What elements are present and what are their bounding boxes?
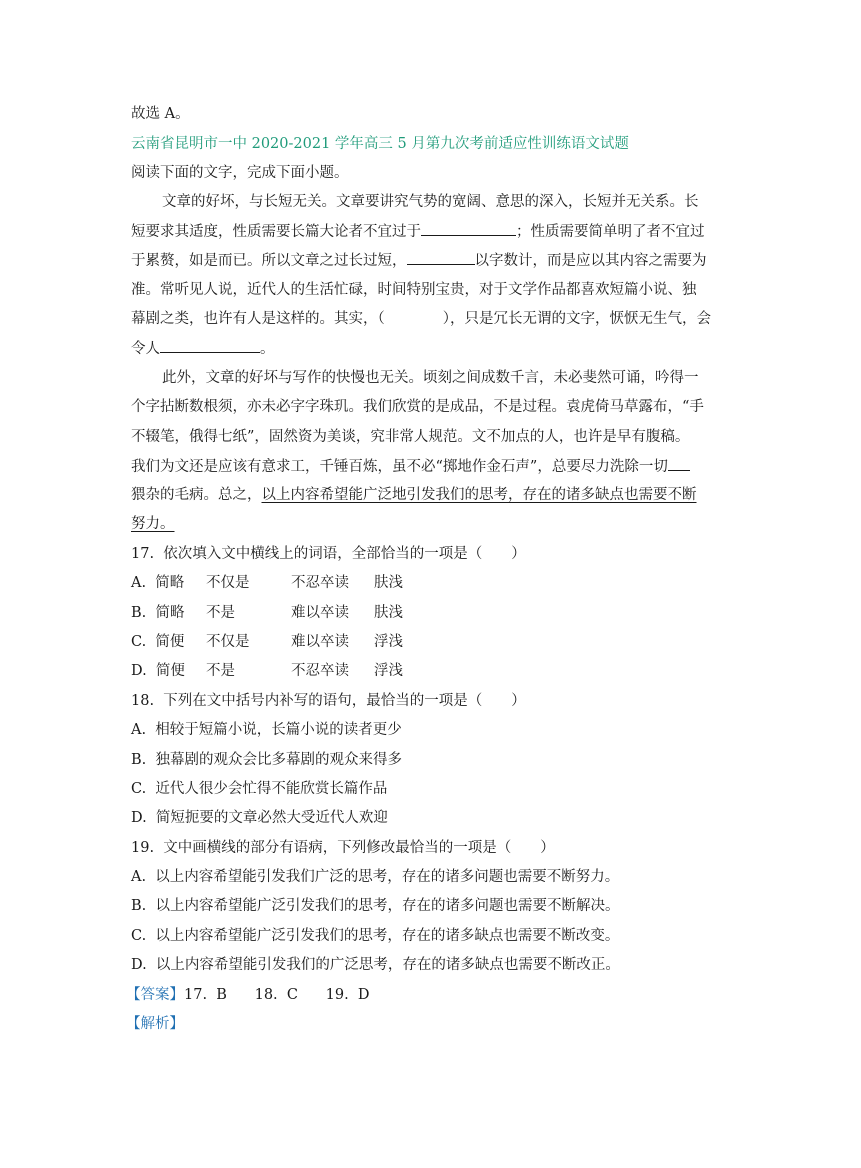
answer-label: 【答案】 bbox=[126, 987, 184, 1003]
passage-text: 令人 bbox=[131, 341, 160, 357]
question-19-option-b[interactable]: B. 以上内容希望能广泛引发我们的思考，存在的诸多问题也需要不断解决。 bbox=[131, 898, 620, 914]
option-key: C. 简便 bbox=[131, 634, 185, 650]
passage-line bbox=[131, 338, 275, 359]
passage-line bbox=[131, 250, 707, 271]
option-key: A. 简略 bbox=[131, 575, 185, 591]
question-17-stem: 17. 依次填入文中横线上的词语，全部恰当的一项是（ ） bbox=[131, 546, 526, 562]
question-18-option-b[interactable]: B. 独幕剧的观众会比多幕剧的观众来得多 bbox=[131, 752, 402, 768]
option-word-1: 不是 bbox=[206, 663, 235, 679]
passage-line: 不辍笔，俄得七纸”，固然资为美谈，究非常人规范。文不加点的人，也许是早有腹稿。 bbox=[131, 429, 690, 445]
question-18-option-c[interactable]: C. 近代人很少会忙得不能欣赏长篇作品 bbox=[131, 781, 388, 797]
passage-line: 文章的好坏，与长短无关。文章要讲究气势的宽阔、意思的深入，长短并无关系。长 bbox=[162, 194, 699, 210]
underlined-sentence-end: 努力。 bbox=[131, 516, 175, 532]
passage-text: 我们为文还是应该有意求工，千锤百炼，虽不必“掷地作金石声”，总要尽力洗除一切 bbox=[131, 459, 668, 475]
passage-line: 幕剧之类，也许有人是这样的。其实，（ ），只是冗长无谓的文字，恹恹无生气，会 bbox=[131, 311, 711, 327]
option-word-2: 难以卒读 bbox=[291, 605, 349, 621]
option-word-3: 浮浅 bbox=[374, 634, 403, 650]
answer-text: 17. B 18. C 19. D bbox=[184, 987, 370, 1003]
option-key: D. 简便 bbox=[131, 663, 185, 679]
question-18-option-d[interactable]: D. 简短扼要的文章必然大受近代人欢迎 bbox=[131, 810, 388, 826]
passage-line: 准。常听见人说，近代人的生活忙碌，时间特别宝贵，对于文学作品都喜欢短篇小说、独 bbox=[131, 282, 697, 298]
option-word-1: 不仅是 bbox=[206, 634, 250, 650]
option-word-2: 不忍卒读 bbox=[291, 575, 349, 591]
passage-text: 以字数计，而是应以其内容之需要为 bbox=[474, 253, 707, 269]
question-19-stem: 19. 文中画横线的部分有语病，下列修改最恰当的一项是（ ） bbox=[131, 840, 555, 856]
question-18-stem: 18. 下列在文中括号内补写的语句，最恰当的一项是（ ） bbox=[131, 693, 526, 709]
question-18-option-a[interactable]: A. 相较于短篇小说，长篇小说的读者更少 bbox=[131, 722, 402, 738]
option-word-2: 不忍卒读 bbox=[291, 663, 349, 679]
passage-line bbox=[131, 221, 705, 242]
option-word-3: 肤浅 bbox=[374, 575, 403, 591]
passage-line: 个字拈断数根须，亦未必字字珠玑。我们欣赏的是成品，不是过程。袁虎倚马草露布，“手 bbox=[131, 399, 704, 415]
fill-blank-4 bbox=[668, 456, 690, 471]
prev-answer-note: 故选 A。 bbox=[131, 106, 190, 122]
passage-line bbox=[131, 456, 690, 477]
underlined-sentence: 以上内容希望能广泛地引发我们的思考，存在的诸多缺点也需要不断 bbox=[261, 487, 697, 503]
reading-instruction: 阅读下面的文字，完成下面小题。 bbox=[131, 165, 349, 181]
question-19-option-c[interactable]: C. 以上内容希望能广泛引发我们的思考，存在的诸多缺点也需要不断改变。 bbox=[131, 928, 620, 944]
option-word-1: 不仅是 bbox=[206, 575, 250, 591]
option-word-3: 肤浅 bbox=[374, 605, 403, 621]
passage-line: 此外，文章的好坏与写作的快慢也无关。顷刻之间成数千言，未必斐然可诵，吟得一 bbox=[162, 370, 699, 386]
passage-text: 短要求其适度，性质需要长篇大论者不宜过于 bbox=[131, 224, 421, 240]
passage-text: 于累赘，如是而已。所以文章之过长过短， bbox=[131, 253, 407, 269]
analysis-label: 【解析】 bbox=[126, 1016, 184, 1032]
fill-blank-2 bbox=[407, 250, 475, 265]
question-19-option-a[interactable]: A. 以上内容希望能引发我们广泛的思考，存在的诸多问题也需要不断努力。 bbox=[131, 869, 620, 885]
exam-title-link[interactable]: 云南省昆明市一中 2020-2021 学年高三 5 月第九次考前适应性训练语文试题 bbox=[131, 136, 629, 152]
answer-row bbox=[126, 985, 370, 1005]
option-word-2: 难以卒读 bbox=[291, 634, 349, 650]
passage-text: 猥杂的毛病。总之， bbox=[131, 487, 262, 503]
passage-text: 。 bbox=[260, 341, 275, 357]
option-word-3: 浮浅 bbox=[374, 663, 403, 679]
question-19-option-d[interactable]: D. 以上内容希望能引发我们的广泛思考，存在的诸多缺点也需要不断改正。 bbox=[131, 957, 620, 973]
fill-blank-3 bbox=[160, 338, 260, 353]
option-word-1: 不是 bbox=[206, 605, 235, 621]
passage-line bbox=[131, 485, 697, 505]
passage-text: ；性质需要简单明了者不宜过 bbox=[516, 224, 705, 240]
option-key: B. 简略 bbox=[131, 605, 185, 621]
fill-blank-1 bbox=[421, 221, 516, 236]
